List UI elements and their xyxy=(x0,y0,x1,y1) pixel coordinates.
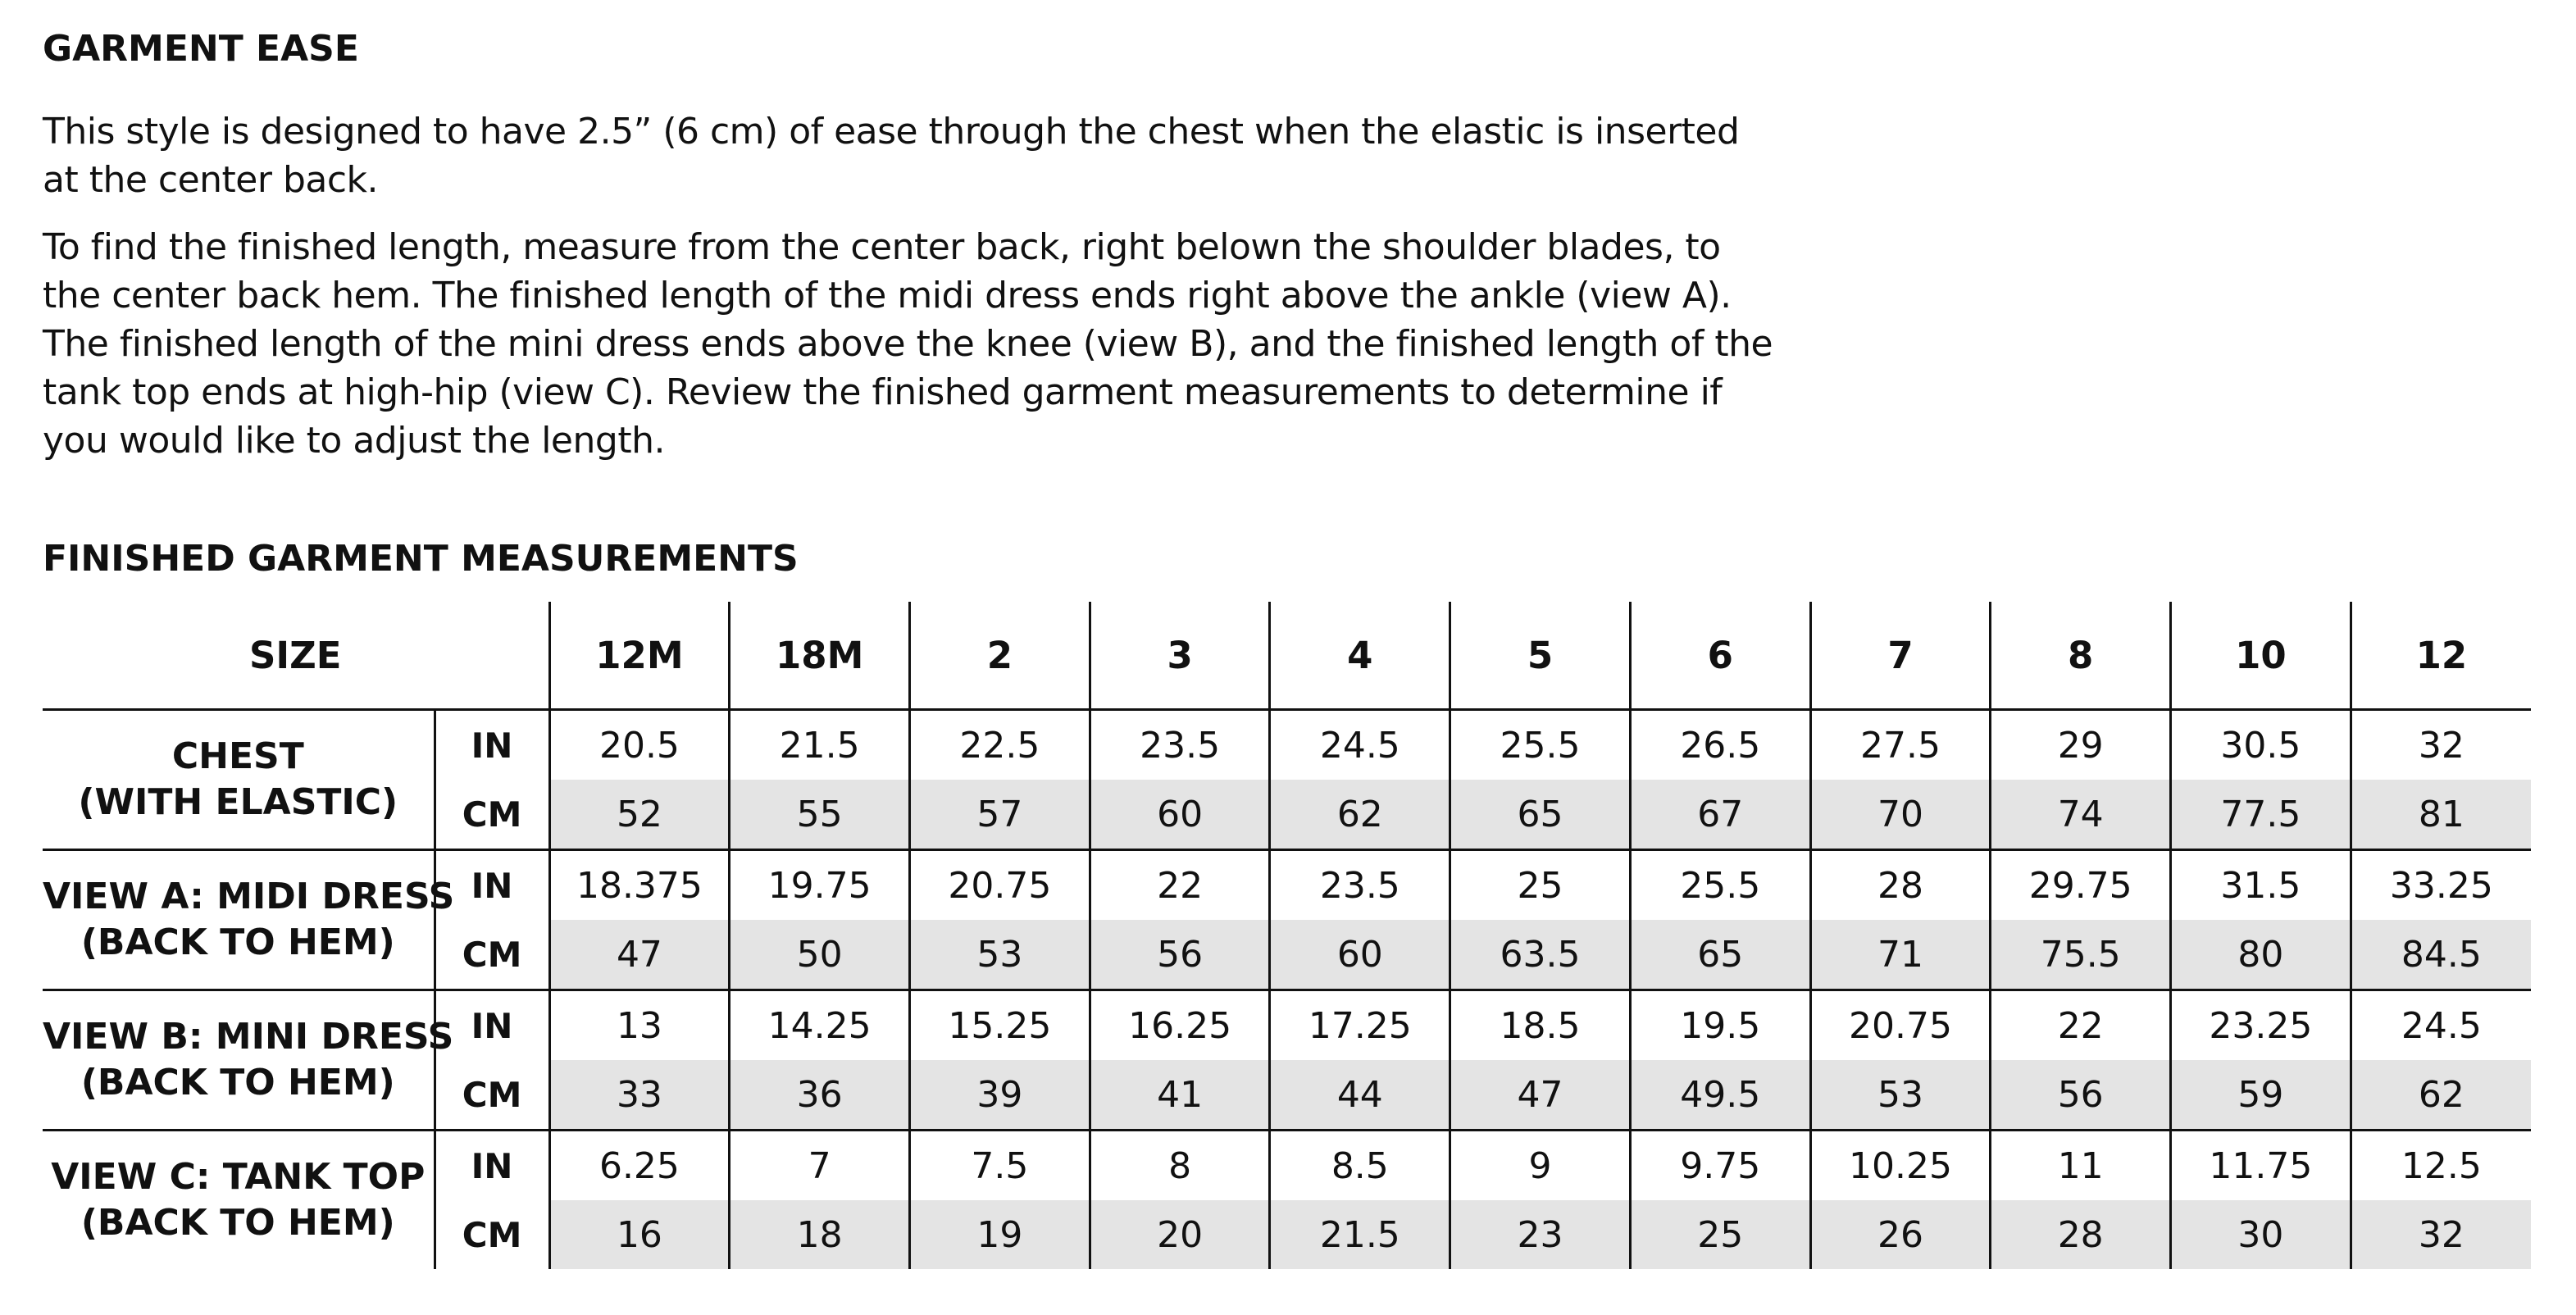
unit-label-in: IN xyxy=(435,1131,549,1201)
measurement-cell-cm: 47 xyxy=(549,920,730,990)
measurement-group-label xyxy=(43,710,435,850)
measurement-cell-cm: 81 xyxy=(2351,780,2531,850)
size-header: 12 xyxy=(2351,602,2531,710)
unit-label-in: IN xyxy=(435,710,549,780)
measurement-cell-in: 7.5 xyxy=(910,1131,1090,1201)
measurement-cell-cm: 60 xyxy=(1090,780,1270,850)
measurement-cell-cm: 80 xyxy=(2171,920,2351,990)
measurement-cell-in: 11.75 xyxy=(2171,1131,2351,1201)
measurements-table xyxy=(43,602,2531,1269)
measurement-cell-in: 13 xyxy=(549,990,730,1061)
unit-label-cm: CM xyxy=(435,920,549,990)
finished-measurements-title: FINISHED GARMENT MEASUREMENTS xyxy=(43,538,799,580)
garment-ease-title: GARMENT EASE xyxy=(43,28,359,70)
measurement-cell-in: 23.5 xyxy=(1090,710,1270,780)
unit-label-in: IN xyxy=(435,850,549,921)
measurement-cell-cm: 63.5 xyxy=(1450,920,1631,990)
measurement-cell-cm: 44 xyxy=(1270,1060,1450,1131)
ease-paragraph-line: This style is designed to have 2.5” (6 cm) of ease through the chest when the elastic is inserted xyxy=(43,111,1740,152)
measurement-cell-in: 9.75 xyxy=(1630,1131,1810,1201)
measurement-cell-in: 20.75 xyxy=(910,850,1090,921)
measurement-cell-in: 23.25 xyxy=(2171,990,2351,1061)
measurement-cell-cm: 71 xyxy=(1810,920,1991,990)
measurement-cell-cm: 52 xyxy=(549,780,730,850)
measurement-cell-cm: 65 xyxy=(1630,920,1810,990)
length-paragraph-line: tank top ends at high-hip (view C). Review the finished garment measurements to determine if xyxy=(43,371,1723,413)
measurement-cell-in: 23.5 xyxy=(1270,850,1450,921)
measurement-cell-in: 22 xyxy=(1090,850,1270,921)
measurement-cell-cm: 39 xyxy=(910,1060,1090,1131)
measurement-cell-in: 9 xyxy=(1450,1131,1631,1201)
size-header: 12M xyxy=(549,602,730,710)
size-header: 3 xyxy=(1090,602,1270,710)
measurement-cell-in: 16.25 xyxy=(1090,990,1270,1061)
measurement-cell-cm: 57 xyxy=(910,780,1090,850)
measurement-group-label xyxy=(43,850,455,990)
measurement-cell-in: 14.25 xyxy=(730,990,910,1061)
measurement-cell-cm: 62 xyxy=(1270,780,1450,850)
size-header: 10 xyxy=(2171,602,2351,710)
measurement-row-in xyxy=(43,710,2531,780)
measurement-cell-cm: 18 xyxy=(730,1200,910,1269)
measurement-cell-cm: 28 xyxy=(1991,1200,2171,1269)
measurement-cell-in: 25.5 xyxy=(1450,710,1631,780)
size-header: 7 xyxy=(1810,602,1991,710)
measurement-cell-in: 7 xyxy=(730,1131,910,1201)
size-header-row xyxy=(43,602,2531,710)
measurement-cell-in: 25.5 xyxy=(1630,850,1810,921)
measurement-cell-in: 31.5 xyxy=(2171,850,2351,921)
measurement-cell-in: 20.75 xyxy=(1810,990,1991,1061)
measurement-cell-cm: 49.5 xyxy=(1630,1060,1810,1131)
measurement-cell-in: 27.5 xyxy=(1810,710,1991,780)
measurement-cell-cm: 53 xyxy=(910,920,1090,990)
measurement-cell-in: 28 xyxy=(1810,850,1991,921)
measurement-cell-in: 6.25 xyxy=(549,1131,730,1201)
measurement-cell-cm: 60 xyxy=(1270,920,1450,990)
measurement-cell-in: 26.5 xyxy=(1630,710,1810,780)
size-header: 18M xyxy=(730,602,910,710)
group-label-line: VIEW B: MINI DRESS xyxy=(43,1016,454,1058)
length-paragraph-line: the center back hem. The finished length of the midi dress ends right above the ankle (view A). xyxy=(43,275,1732,316)
length-paragraph xyxy=(43,223,1928,465)
group-label-line: VIEW A: MIDI DRESS xyxy=(43,876,455,917)
measurement-cell-in: 29 xyxy=(1991,710,2171,780)
measurement-row-in xyxy=(43,1131,2531,1201)
measurement-cell-in: 11 xyxy=(1991,1131,2171,1201)
measurement-cell-cm: 25 xyxy=(1630,1200,1810,1269)
measurements-body xyxy=(43,710,2531,1270)
measurement-cell-in: 18.5 xyxy=(1450,990,1631,1061)
measurement-cell-cm: 53 xyxy=(1810,1060,1991,1131)
size-header: 2 xyxy=(910,602,1090,710)
measurement-cell-cm: 56 xyxy=(1991,1060,2171,1131)
measurement-cell-cm: 67 xyxy=(1630,780,1810,850)
measurement-row-in xyxy=(43,990,2531,1061)
measurement-cell-cm: 50 xyxy=(730,920,910,990)
measurement-row-in xyxy=(43,850,2531,921)
measurement-cell-cm: 21.5 xyxy=(1270,1200,1450,1269)
measurement-cell-in: 15.25 xyxy=(910,990,1090,1061)
unit-label-cm: CM xyxy=(435,780,549,850)
measurement-cell-in: 8 xyxy=(1090,1131,1270,1201)
measurement-cell-cm: 75.5 xyxy=(1991,920,2171,990)
measurement-cell-cm: 59 xyxy=(2171,1060,2351,1131)
measurement-cell-cm: 62 xyxy=(2351,1060,2531,1131)
length-paragraph-line: The finished length of the mini dress ends above the knee (view B), and the finished length of the xyxy=(43,323,1773,365)
measurement-cell-cm: 23 xyxy=(1450,1200,1631,1269)
measurement-cell-in: 18.375 xyxy=(549,850,730,921)
measurement-cell-in: 24.5 xyxy=(1270,710,1450,780)
size-header: 8 xyxy=(1991,602,2171,710)
measurement-group-label xyxy=(43,990,454,1131)
measurement-cell-cm: 77.5 xyxy=(2171,780,2351,850)
unit-label-cm: CM xyxy=(435,1200,549,1269)
group-label-line: (BACK TO HEM) xyxy=(80,1202,395,1244)
group-label-line: (BACK TO HEM) xyxy=(80,1062,395,1103)
unit-label-in: IN xyxy=(435,990,549,1061)
measurement-cell-cm: 16 xyxy=(549,1200,730,1269)
measurement-cell-cm: 30 xyxy=(2171,1200,2351,1269)
size-header: 5 xyxy=(1450,602,1631,710)
measurement-cell-in: 29.75 xyxy=(1991,850,2171,921)
group-label-line: VIEW C: TANK TOP xyxy=(51,1156,426,1198)
measurement-cell-cm: 65 xyxy=(1450,780,1631,850)
measurement-cell-in: 24.5 xyxy=(2351,990,2531,1061)
measurement-cell-in: 30.5 xyxy=(2171,710,2351,780)
length-paragraph-line: you would like to adjust the length. xyxy=(43,420,665,462)
measurement-cell-cm: 84.5 xyxy=(2351,920,2531,990)
measurement-cell-in: 21.5 xyxy=(730,710,910,780)
measurement-cell-cm: 19 xyxy=(910,1200,1090,1269)
measurement-cell-in: 20.5 xyxy=(549,710,730,780)
measurement-cell-in: 10.25 xyxy=(1810,1131,1991,1201)
group-label-line: (BACK TO HEM) xyxy=(80,921,395,963)
size-header: 6 xyxy=(1630,602,1810,710)
measurement-cell-cm: 55 xyxy=(730,780,910,850)
size-header: 4 xyxy=(1270,602,1450,710)
measurement-cell-cm: 33 xyxy=(549,1060,730,1131)
measurement-cell-cm: 47 xyxy=(1450,1060,1631,1131)
measurement-cell-in: 12.5 xyxy=(2351,1131,2531,1201)
measurement-cell-in: 22 xyxy=(1991,990,2171,1061)
measurement-cell-in: 19.5 xyxy=(1630,990,1810,1061)
ease-paragraph-line: at the center back. xyxy=(43,159,378,201)
unit-label-cm: CM xyxy=(435,1060,549,1131)
measurement-cell-in: 8.5 xyxy=(1270,1131,1450,1201)
group-label-line: CHEST xyxy=(171,735,304,777)
measurement-cell-cm: 56 xyxy=(1090,920,1270,990)
size-header-label: SIZE xyxy=(249,633,342,677)
measurement-cell-cm: 41 xyxy=(1090,1060,1270,1131)
measurement-cell-in: 19.75 xyxy=(730,850,910,921)
measurement-cell-cm: 26 xyxy=(1810,1200,1991,1269)
length-paragraph-line: To find the finished length, measure from the center back, right belown the shoulder blades, to xyxy=(43,226,1721,268)
measurement-cell-cm: 36 xyxy=(730,1060,910,1131)
measurement-cell-cm: 20 xyxy=(1090,1200,1270,1269)
measurement-cell-in: 17.25 xyxy=(1270,990,1450,1061)
measurement-cell-in: 22.5 xyxy=(910,710,1090,780)
measurement-group-label xyxy=(43,1131,435,1270)
measurement-cell-in: 25 xyxy=(1450,850,1631,921)
measurement-cell-in: 32 xyxy=(2351,710,2531,780)
group-label-line: (WITH ELASTIC) xyxy=(78,781,398,823)
measurement-cell-cm: 70 xyxy=(1810,780,1991,850)
ease-paragraph xyxy=(43,107,1928,204)
measurement-cell-cm: 74 xyxy=(1991,780,2171,850)
measurement-cell-in: 33.25 xyxy=(2351,850,2531,921)
measurement-cell-cm: 32 xyxy=(2351,1200,2531,1269)
